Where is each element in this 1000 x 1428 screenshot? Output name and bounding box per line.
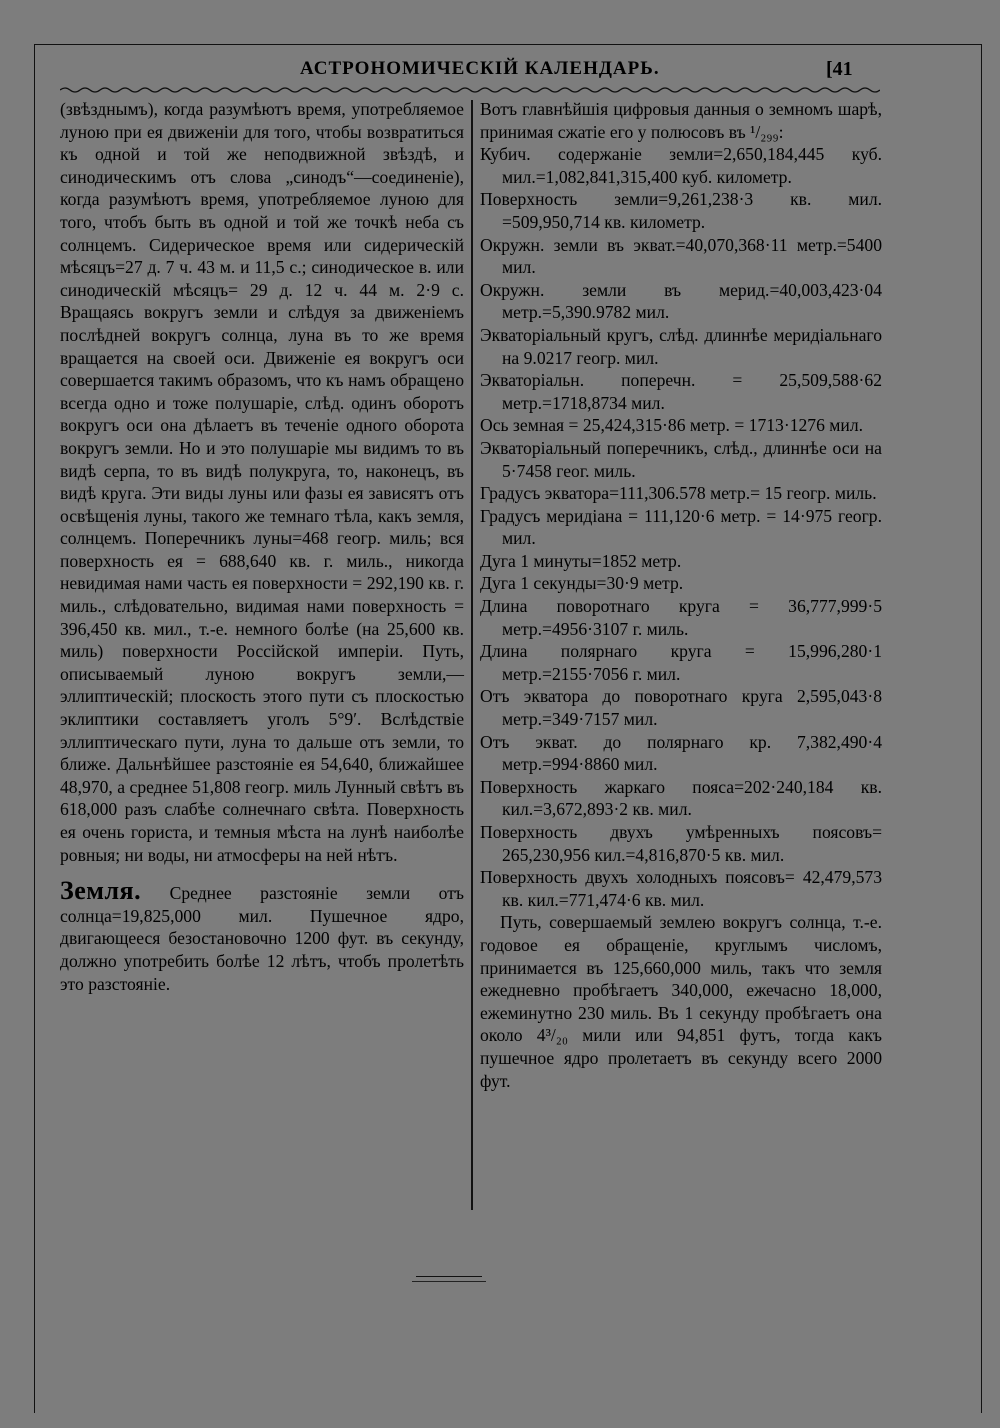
data-entry: Градусъ меридіана = 111,120·6 метр. = 14·975 геогр. мил. bbox=[480, 505, 882, 549]
running-header bbox=[0, 58, 1000, 88]
moon-paragraph: (звѣзднымъ), когда разумѣютъ время, употребляемое луною при ея движеніи для того, чтобы возвратиться къ одной и той же неподвижной звѣздѣ, и синодическимъ отъ слова „синодъ“—соединеніе), когда разумѣютъ время, употребляемое луною для того, чтобъ быть въ одной и той же точкѣ неба съ солнцемъ. Сидерическое время или сидерическій мѣсяцъ=27 д. 7 ч. 43 м. и 11,5 с.; синодическое в. или синодическій мѣсяцъ= 29 д. 12 ч. 44 м. 2·9 с. Вращаясь вокругъ земли и слѣдуя за движеніемъ послѣдней вокругъ солнца, луна въ то же время вращается на своей оси. Движеніе ея вокругъ оси совершается такимъ образомъ, что къ намъ обращено всегда одно и тоже полушаріе, слѣд. одинъ оборотъ вокругъ оси она дѣлаетъ въ теченіе одного оборота вокругъ земли. Но и это полушаріе мы видимъ то въ видѣ серпа, то въ видѣ полукруга, то, наконецъ, въ видѣ круга. Эти виды луны или фазы ея зависятъ отъ освѣщенія луны, такого же темнаго тѣла, какъ земля, солнцемъ. Поперечникъ луны=468 геогр. миль; вся поверхность ея = 688,640 кв. г. миль., никогда невидимая нами часть ея поверхности = 292,190 кв. г. миль., слѣдовательно, видимая нами поверхность = 396,450 кв. мил., т.-е. немного болѣе (на 25,600 кв. миль) поверхности Россійской имперіи. Путь, описываемый луною вокругъ земли,—эллиптическій; плоскость этого пути съ плоскостью эклиптики составляетъ уголъ 5°9′. Вслѣдствіе эллиптическаго пути, луна то дальше отъ земли, то ближе. Дальнѣйшее разстояніе ея 54,640, ближайшее 48,970, а среднее 51,808 геогр. миль Лунный свѣтъ въ 618,000 разъ слабѣе солнечнаго свѣта. Поверхность ея очень гориста, и темныя мѣста на лунѣ наиболѣе ровныя; ни воды, ни атмосферы на ней нѣтъ. bbox=[60, 99, 464, 865]
header-wavy-rule bbox=[60, 86, 880, 94]
data-entry: Длина поворотнаго круга = 36,777,999·5 метр.=4956·3107 г. миль. bbox=[480, 596, 882, 639]
data-entry: Длина полярнаго круга = 15,996,280·1 метр.=2155·7056 г. мил. bbox=[480, 641, 882, 684]
data-entry: Экваторіальный поперечникъ, слѣд., длиннѣе оси на 5·7458 геог. миль. bbox=[480, 437, 882, 481]
data-entry: Окружн. земли въ экват.=40,070,368·11 метр.=5400 мил. bbox=[480, 234, 882, 278]
left-column bbox=[60, 98, 464, 995]
earth-heading: Земля. bbox=[60, 876, 142, 906]
footer-rule-thin bbox=[412, 1281, 486, 1282]
data-entry: Отъ экватора до поворотнаго круга 2,595,043·8 метр.=349·7157 мил. bbox=[480, 686, 882, 730]
orbit-paragraph: Путь, совершаемый землею вокругъ солнца, т.-е. годовое ея обращеніе, круглымъ числомъ, принимается въ 125,660,000 миль, такъ что земля ежедневно пробѣгаетъ 340,000, ежечасно 18,000, ежеминутно 230 миль. Въ 1 секунду пробѣгаетъ она около 4³/₂₀ мили или 94,851 футъ, тогда какъ пушечное ядро пролетаетъ въ секунду всего 2000 фут. bbox=[480, 912, 882, 1091]
right-column bbox=[480, 98, 882, 1092]
data-entry: Дуга 1 минуты=1852 метр. bbox=[480, 550, 682, 571]
data-entry: Окружн. земли въ мерид.=40,003,423·04 метр.=5,390.9782 мил. bbox=[480, 279, 882, 323]
header-title: АСТРОНОМИЧЕСКІЙ КАЛЕНДАРЬ. bbox=[300, 58, 660, 79]
data-entry: Поверхность двухъ холодныхъ поясовъ= 42,479,573 кв. кил.=771,474·6 кв. мил. bbox=[480, 867, 882, 910]
data-entry: Градусъ экватора=111,306.578 метр.= 15 геогр. миль. bbox=[480, 483, 877, 504]
data-entry: Дуга 1 секунды=30·9 метр. bbox=[480, 573, 684, 594]
earth-data-intro: Вотъ главнѣйшія цифровыя данныя о земномъ шарѣ, принимая сжатіе его у полюсовъ въ ¹/₂₉₉: bbox=[480, 99, 882, 142]
data-entry: Поверхность жаркаго пояса=202·240,184 кв. кил.=3,672,893·2 кв. мил. bbox=[480, 776, 882, 820]
earth-section bbox=[60, 876, 465, 995]
data-entry: Поверхность двухъ умѣренныхъ поясовъ= 265,230,956 кил.=4,816,870·5 кв. мил. bbox=[480, 822, 882, 865]
earth-paragraph: Среднее разстояніе земли отъ солнца=19,825,000 мил. Пушечное ядро, двигающееся безостановочно 1200 фут. въ секунду, должно употребить болѣе 12 лѣтъ, чтобъ пролетѣть это разстояніе. bbox=[60, 883, 465, 994]
footer-rule bbox=[416, 1276, 482, 1277]
data-entry: Ось земная = 25,424,315·86 метр. = 1713·1276 мил. bbox=[480, 415, 864, 436]
data-entry: Кубич. содержаніе земли=2,650,184,445 куб. мил.=1,082,841,315,400 куб. километр. bbox=[480, 144, 882, 187]
data-entry: Поверхность земли=9,261,238·3 кв. мил. =509,950,714 кв. километр. bbox=[480, 189, 882, 232]
column-divider bbox=[471, 100, 473, 1210]
page-number: [41 bbox=[826, 58, 853, 80]
data-entry: Отъ экват. до полярнаго кр. 7,382,490·4 метр.=994·8860 мил. bbox=[480, 731, 882, 775]
data-entry: Экваторіальн. поперечн. = 25,509,588·62 метр.=1718,8734 мил. bbox=[480, 370, 882, 413]
data-entry: Экваторіальный кругъ, слѣд. длиннѣе меридіальнаго на 9.0217 геогр. мил. bbox=[480, 324, 882, 368]
